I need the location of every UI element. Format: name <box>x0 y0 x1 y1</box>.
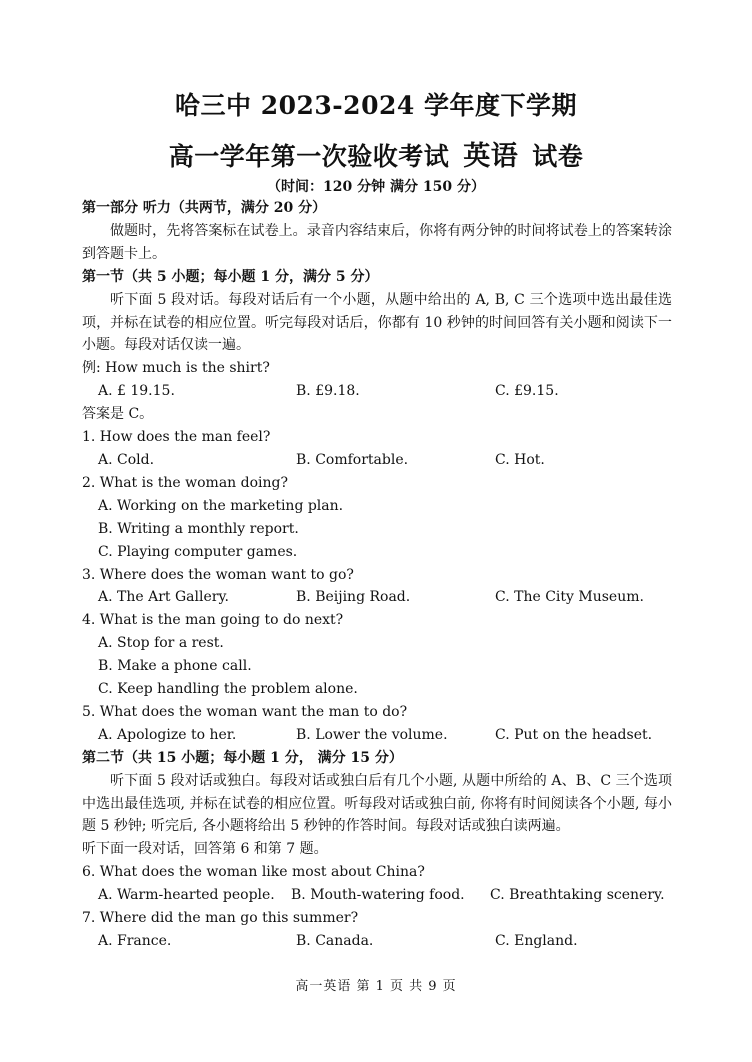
exam-subtitle <box>0 134 752 173</box>
question-7-options <box>82 930 672 953</box>
section1-heading: 第一节（共 5 小题；每小题 1 分，满分 5 分） <box>82 268 379 285</box>
question-4: 4. What is the man going to do next? <box>82 612 344 629</box>
option-b: B. Beijing Road. <box>296 589 411 606</box>
question-6-options <box>82 884 672 907</box>
option-b: B. Writing a monthly report. <box>98 520 299 537</box>
part1-heading: 第一部分 听力（共两节，满分 20 分） <box>82 200 327 216</box>
subtitle-suffix: 试卷 <box>532 142 584 171</box>
group-note: 听下面一段对话，回答第 6 和第 7 题。 <box>82 841 328 858</box>
question-1: 1. How does the man feel? <box>82 429 271 446</box>
question-6: 6. What does the woman like most about China? <box>82 864 425 881</box>
option-b: B. Make a phone call. <box>98 658 252 675</box>
option-a: A. Stop for a rest. <box>98 635 224 652</box>
option-a: A. Apologize to her. <box>98 726 237 743</box>
section2-heading: 第二节（共 15 小题；每小题 1 分， 满分 15 分） <box>82 749 403 766</box>
question-5: 5. What does the woman want the man to do? <box>82 703 408 720</box>
question-2: 2. What is the woman doing? <box>82 474 288 491</box>
option-a: A. £ 19.15. <box>98 383 175 400</box>
subject-name: 英语 <box>463 141 519 172</box>
option-a: A. Cold. <box>98 451 155 468</box>
question-5-options <box>82 724 672 747</box>
option-a: A. Working on the marketing plan. <box>98 497 344 514</box>
option-b: B. Comfortable. <box>296 451 409 468</box>
subtitle-prefix: 高一学年第一次验收考试 <box>168 142 450 171</box>
exam-content <box>82 197 672 953</box>
option-a: A. Warm-hearted people. <box>98 887 275 904</box>
exam-title: 哈三中 2023-2024 学年度下学期 <box>175 91 577 120</box>
question-7: 7. Where did the man go this summer? <box>82 910 359 927</box>
time-info: （时间：120 分钟 满分 150 分） <box>267 179 485 195</box>
page-footer: 高一英语 第 1 页 共 9 页 <box>295 979 457 994</box>
option-b: B. Canada. <box>296 933 374 949</box>
question-1-options <box>82 449 672 472</box>
example-options <box>82 380 672 403</box>
question-3: 3. Where does the woman want to go? <box>82 566 354 583</box>
option-c: C. Put on the headset. <box>495 726 653 743</box>
option-c: C. The City Museum. <box>495 589 644 606</box>
example-answer: 答案是 C。 <box>82 406 154 423</box>
option-c: C. £9.15. <box>495 383 559 400</box>
section1-instruction: 听下面 5 段对话。每段对话后有一个小题，从题中给出的 A, B, C 三个选项中选出最佳选项，并标在试卷的相应位置。听完每段对话后，你都有 10 秒钟的时间回答有关小题和阅读下一小题。每段对话仅读一遍。 <box>82 291 672 354</box>
part1-instruction: 做题时，先将答案标在试卷上。录音内容结束后，你将有两分钟的时间将试卷上的答案转涂到答题卡上。 <box>82 222 672 262</box>
section2-instruction: 听下面 5 段对话或独白。每段对话或独白后有几个小题, 从题中所给的 A、B、C 三个选项中选出最佳选项, 并标在试卷的相应位置。听每段对话或独白前, 你将有时间阅读各个小题, 每小题 5 秒钟; 听完后, 各小题将给出 5 秒钟的作答时间。每段对话或独白读两遍。 <box>82 772 672 835</box>
option-c: C. Hot. <box>495 451 545 468</box>
option-c: C. Playing computer games. <box>98 543 298 560</box>
option-a: A. France. <box>98 933 172 949</box>
question-3-options <box>82 586 672 609</box>
option-c: C. Breathtaking scenery. <box>490 887 665 904</box>
option-c: C. England. <box>495 933 578 949</box>
option-b: B. £9.18. <box>296 383 360 400</box>
option-b: B. Mouth-watering food. <box>291 887 465 904</box>
example-question: 例: How much is the shirt? <box>82 360 270 377</box>
option-c: C. Keep handling the problem alone. <box>98 681 358 698</box>
option-b: B. Lower the volume. <box>296 726 448 743</box>
option-a: A. The Art Gallery. <box>98 589 229 606</box>
